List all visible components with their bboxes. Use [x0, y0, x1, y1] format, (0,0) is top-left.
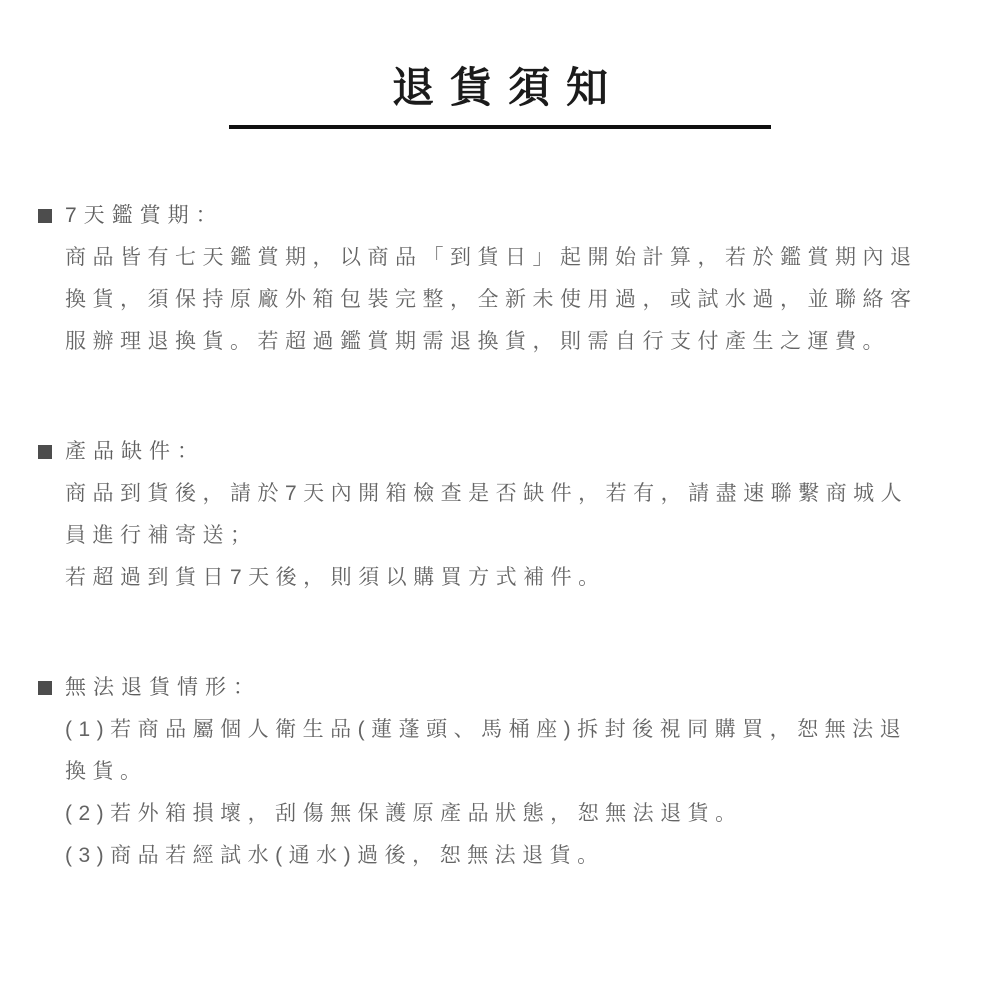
policy-line: (1)若商品屬個人衛生品(蓮蓬頭、馬桶座)拆封後視同購買，恕無法退	[65, 718, 908, 741]
section-non-returnable	[38, 667, 960, 877]
bullet-square-icon	[38, 681, 52, 695]
section-body	[38, 709, 960, 877]
section-heading: 產品缺件：	[65, 440, 205, 463]
title-section	[0, 0, 1000, 129]
section-body	[38, 473, 960, 599]
policy-line: (3)商品若經試水(通水)過後，恕無法退貨。	[65, 844, 605, 867]
policy-line: 換貨，須保持原廠外箱包裝完整，全新未使用過，或試水過，並聯絡客	[65, 288, 918, 311]
section-heading: 無法退貨情形：	[65, 676, 261, 699]
page-title: 退貨須知	[391, 64, 624, 111]
section-appreciation-period	[38, 195, 960, 363]
section-missing-parts	[38, 431, 960, 599]
policy-line: 服辦理退換貨。若超過鑑賞期需退換貨，則需自行支付產生之運費。	[65, 330, 890, 353]
bullet-square-icon	[38, 209, 52, 223]
policy-line: 商品皆有七天鑑賞期，以商品「到貨日」起開始計算，若於鑑賞期內退	[65, 246, 918, 269]
policy-line: 換貨。	[65, 760, 148, 783]
policy-line: 若超過到貨日7天後，則須以購買方式補件。	[65, 566, 606, 589]
section-body	[38, 237, 960, 363]
section-heading-row	[38, 667, 960, 709]
policy-line: (2)若外箱損壞，刮傷無保護原產品狀態，恕無法退貨。	[65, 802, 743, 825]
policy-line: 員進行補寄送；	[65, 524, 258, 547]
policy-content	[0, 129, 1000, 877]
bullet-square-icon	[38, 445, 52, 459]
section-heading-row	[38, 431, 960, 473]
section-heading-row	[38, 195, 960, 237]
policy-line: 商品到貨後，請於7天內開箱檢查是否缺件，若有，請盡速聯繫商城人	[65, 482, 909, 505]
section-heading: 7天鑑賞期：	[65, 204, 224, 227]
